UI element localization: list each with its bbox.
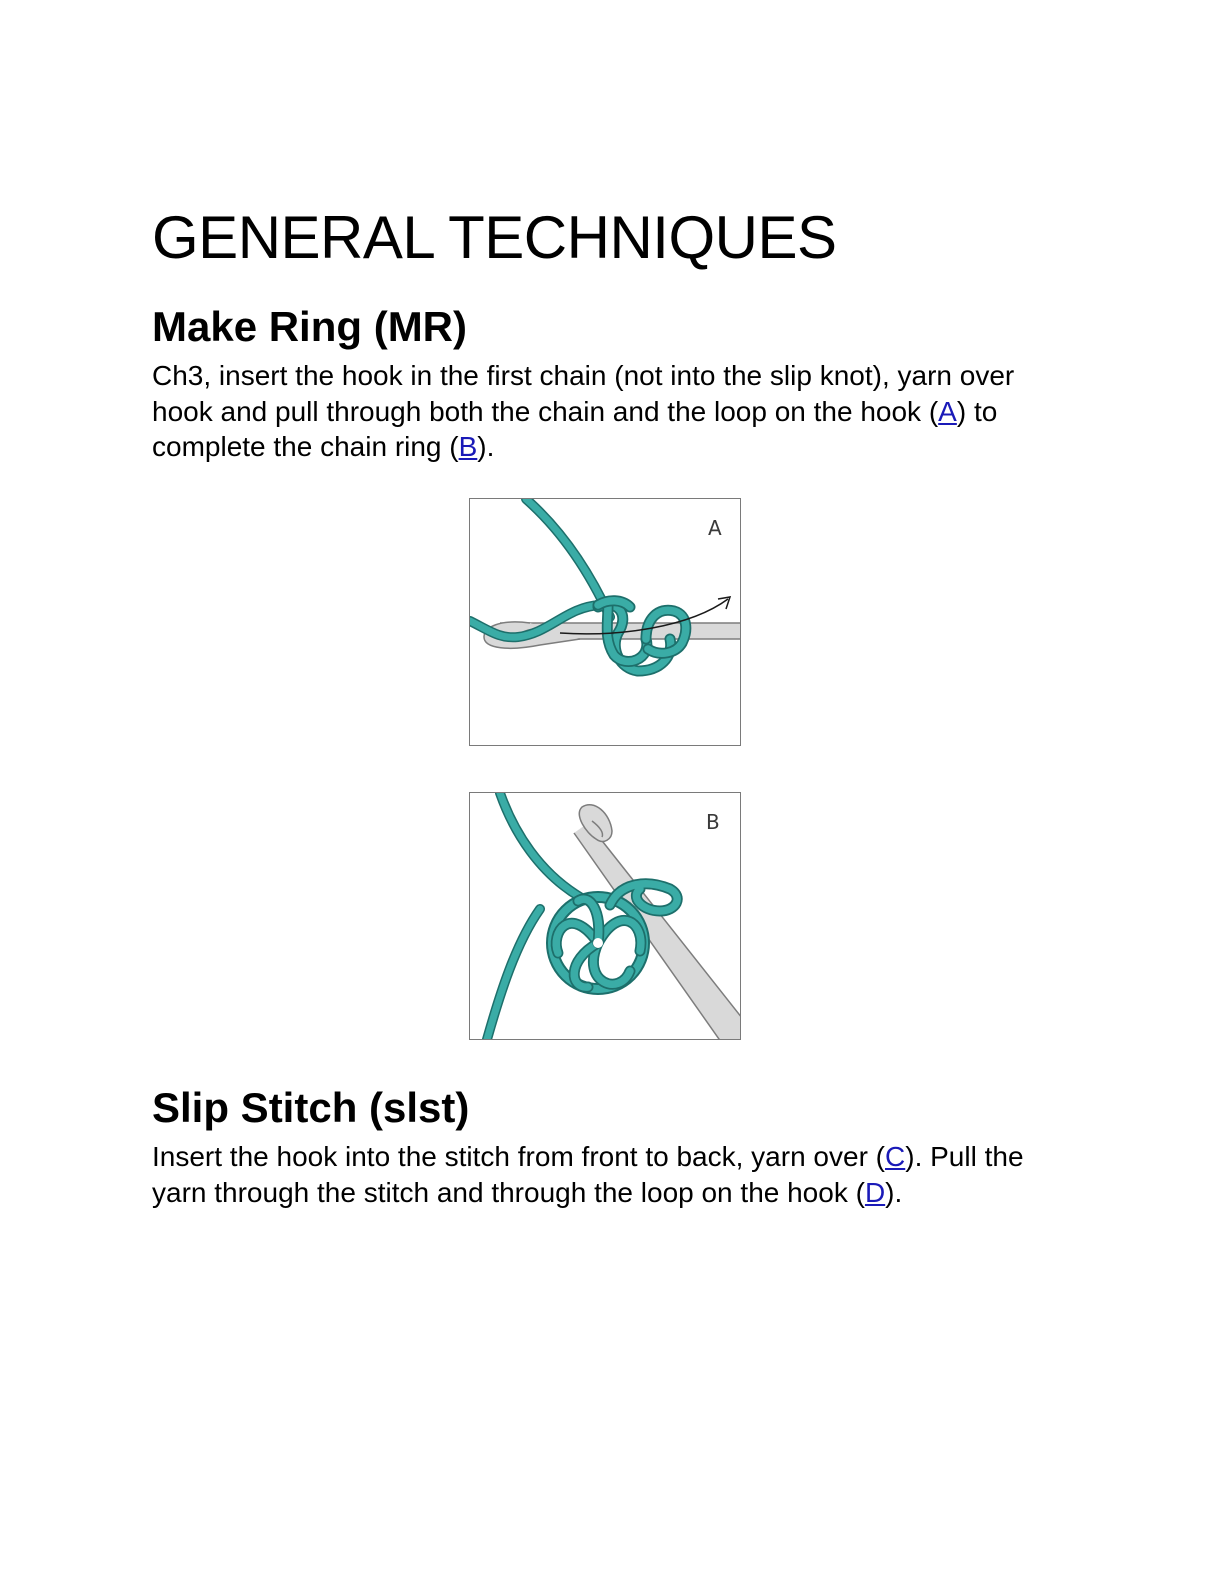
make-ring-instructions [152,358,1052,465]
make-ring-text-1: Ch3, insert the hook in the first chain (not into the slip knot), yarn over hook and pull through both the chain and the loop on the hook ( [152,360,1015,427]
figure-b-label: B [706,810,720,834]
make-ring-text-3: ). [477,431,495,462]
figure-b-link[interactable]: B [458,431,478,462]
figure-c-link[interactable]: C [885,1141,906,1172]
figure-a-link[interactable]: A [938,395,957,427]
figure-a [469,498,741,746]
crochet-hook-chain-illustration [470,499,740,745]
make-ring-text-2: ) to complete the chain ring ( [152,395,998,462]
figure-b [469,792,741,1040]
slip-stitch-instructions [152,1139,1052,1210]
section-heading-make-ring: Make Ring (MR) [152,303,467,350]
page-title: GENERAL TECHNIQUES [152,204,837,271]
figure-a-label: A [708,516,722,540]
slip-stitch-text-1: Insert the hook into the stitch from front to back, yarn over ( [152,1141,886,1172]
figure-d-link[interactable]: D [864,1176,886,1208]
crochet-ring-illustration [470,793,740,1039]
section-heading-slip-stitch: Slip Stitch (slst) [152,1084,470,1131]
slip-stitch-text-3: ). [885,1176,903,1208]
slip-stitch-text-2: ). Pull the yarn through the stitch and through the loop on the hook ( [152,1141,1024,1208]
